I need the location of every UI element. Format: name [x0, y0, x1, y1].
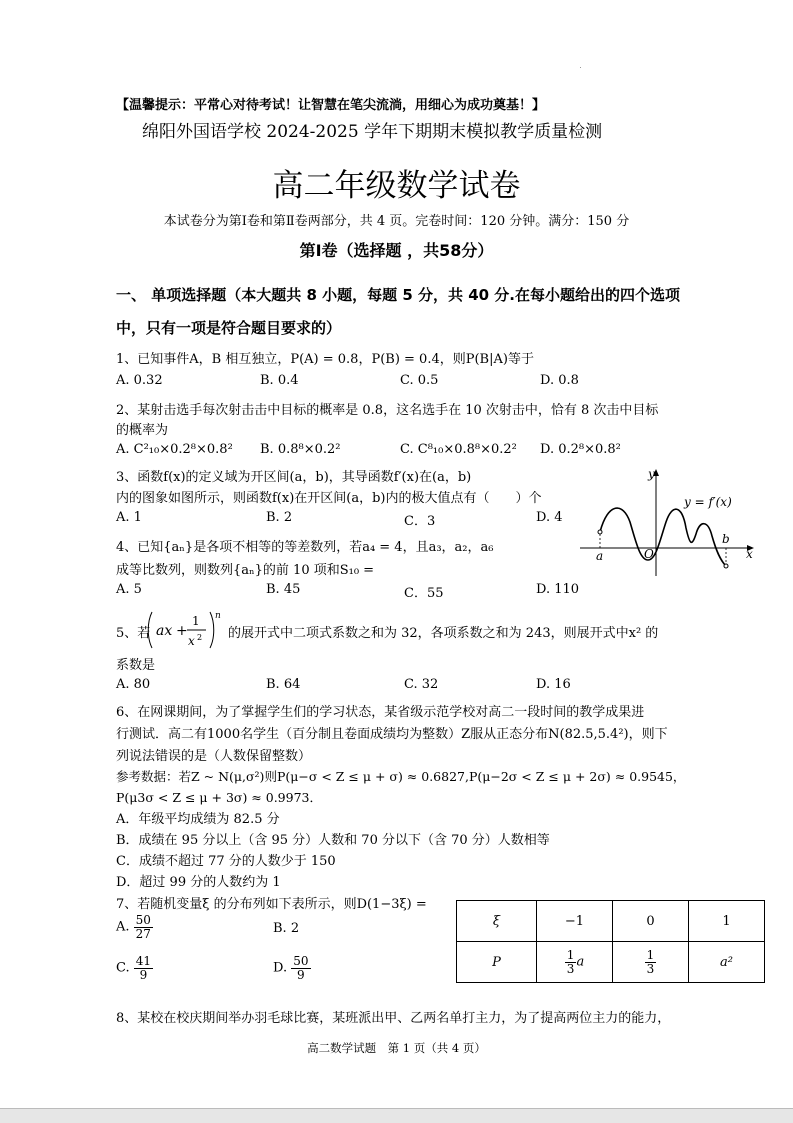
q6-option-a: A．年级平均成绩为 82.5 分 — [116, 812, 280, 827]
section-heading-line2: 中，只有一项是符合题目要求的） — [116, 319, 342, 337]
q3-option-d: D. 4 — [536, 510, 563, 525]
table-row — [457, 942, 765, 983]
q3-option-c: C．3 — [404, 514, 436, 529]
endpoint-a-icon — [598, 530, 602, 534]
q5-stem-prefix: 5、若 — [116, 626, 151, 641]
section-heading-line1: 一、 单项选择题（本大题共 8 小题，每题 5 分，共 40 分.在每小题给出的四个选项 — [116, 286, 681, 304]
school-line: 绵阳外国语学校 2024-2025 学年下期期末模拟教学质量检测 — [142, 122, 603, 142]
q7-option-c: C. $\frac{41}{9}$ — [116, 954, 152, 982]
q4-option-c: C．55 — [404, 586, 444, 601]
q5-stem-line2: 系数是 — [116, 658, 156, 673]
table-cell: $\frac{1}{3}$ — [613, 942, 689, 983]
derivative-curve — [600, 508, 726, 566]
q1-option-c: C. 0.5 — [400, 373, 439, 388]
q3-stem-line2: 内的图象如图所示，则函数f(x)在开区间(a，b)内的极大值点有（ ）个 — [116, 491, 542, 506]
page-bottom-gap — [0, 1108, 793, 1123]
scan-dot — [580, 67, 581, 68]
q3-option-b: B. 2 — [266, 510, 293, 525]
q2-stem-line2: 的概率为 — [116, 423, 169, 438]
q6-reference-line2: P(μ3σ < Z ≤ μ + 3σ) ≈ 0.9973． — [116, 790, 322, 805]
q5-option-c: C. 32 — [404, 677, 439, 692]
q6-option-c: C．成绩不超过 77 分的人数少于 150 — [116, 854, 336, 869]
q1-option-d: D. 0.8 — [540, 373, 579, 388]
graph-x-label: x — [746, 547, 753, 561]
table-cell: 1 — [689, 901, 765, 942]
svg-text:n: n — [215, 611, 221, 621]
q2-option-b: B. 0.8⁸×0.2² — [260, 442, 341, 457]
warm-tip: 【温馨提示：平常心对待考试！让智慧在笔尖流淌，用细心为成功奠基！】 — [116, 98, 546, 113]
q7-option-d: D. $\frac{50}{9}$ — [273, 954, 309, 982]
table-cell: P — [457, 942, 537, 983]
svg-text:2: 2 — [197, 633, 203, 642]
q3-option-a: A. 1 — [116, 510, 142, 525]
graph-a-label: a — [596, 549, 604, 563]
q6-stem-line3: 列说法错误的是（人数保留整数） — [116, 749, 312, 764]
q3-derivative-graph — [578, 462, 758, 580]
graph-origin-label: O — [644, 547, 654, 561]
q2-option-a: A. C²₁₀×0.2⁸×0.8² — [116, 442, 233, 457]
q1-option-a: A. 0.32 — [116, 373, 163, 388]
q6-option-d: D．超过 99 分的人数约为 1 — [116, 875, 281, 890]
q7-option-b: B. 2 — [273, 921, 300, 936]
part-heading: 第Ⅰ卷（选择题 ，共58分） — [299, 241, 494, 260]
q3-stem-line1: 3、函数f(x)的定义域为开区间(a，b)，其导函数f′(x)在(a，b) — [116, 470, 472, 485]
q4-option-d: D. 110 — [536, 582, 580, 597]
page-footer: 高二数学试题 第 1 页（共 4 页） — [307, 1041, 486, 1055]
svg-text:ax: ax — [156, 623, 173, 639]
q6-stem-line2: 行测试．高二有1000名学生（百分制且卷面成绩均为整数）Z服从正态分布N(82.5,5.4²)，则下 — [116, 727, 668, 742]
q1-stem: 1、已知事件A，B 相互独立，P(A) = 0.8，P(B) = 0.4，则P(B|A)等于 — [116, 352, 534, 367]
q6-option-b: B．成绩在 95 分以上（含 95 分）人数和 70 分以下（含 70 分）人数相等 — [116, 833, 550, 848]
q4-option-b: B. 45 — [266, 582, 301, 597]
table-cell: ξ — [457, 901, 537, 942]
q5-option-d: D. 16 — [536, 677, 571, 692]
q2-option-d: D. 0.2⁸×0.8² — [540, 442, 621, 457]
graph-b-label: b — [722, 532, 730, 546]
table-cell: −1 — [537, 901, 613, 942]
q5-option-a: A. 80 — [116, 677, 151, 692]
q4-stem-line2: 成等比数列，则数列{aₙ}的前 10 项和S₁₀ = — [116, 563, 375, 578]
svg-text:1: 1 — [192, 614, 200, 628]
table-cell: a² — [689, 942, 765, 983]
graph-y-label: y — [648, 467, 655, 481]
graph-curve-label: y = f′(x) — [684, 495, 732, 509]
q8-stem: 8、某校在校庆期间举办羽毛球比赛，某班派出甲、乙两名单打主力，为了提高两位主力的能力， — [116, 1011, 671, 1026]
q4-option-a: A. 5 — [116, 582, 142, 597]
q5-option-b: B. 64 — [266, 677, 301, 692]
q4-stem-line1: 4、已知{aₙ}是各项不相等的等差数列，若a₄ = 4，且a₃，a₂，a₆ — [116, 540, 494, 555]
q7-option-a: A. $\frac{50}{27}$ — [116, 913, 151, 941]
q1-option-b: B. 0.4 — [260, 373, 299, 388]
table-row — [457, 901, 765, 942]
exam-info: 本试卷分为第Ⅰ卷和第Ⅱ卷两部分，共 4 页。完卷时间：120 分钟。满分：150 分 — [163, 214, 630, 229]
q6-stem-line1: 6、在网课期间，为了掌握学生们的学习状态，某省级示范学校对高二一段时间的教学成果进 — [116, 705, 645, 720]
endpoint-b-icon — [724, 564, 728, 568]
table-cell: $\frac{1}{3}$ a — [537, 942, 613, 983]
svg-text:+: + — [176, 623, 188, 639]
svg-text:x: x — [188, 634, 195, 648]
table-cell: 0 — [613, 901, 689, 942]
q7-distribution-table — [456, 900, 765, 983]
q5-stem-suffix: 的展开式中二项式系数之和为 32，各项系数之和为 243，则展开式中x² 的 — [228, 626, 659, 641]
q7-stem: 7、若随机变量ξ 的分布列如下表所示，则D(1−3ξ) = — [116, 897, 427, 912]
exam-title: 高二年级数学试卷 — [272, 168, 521, 204]
q2-stem-line1: 2、某射击选手每次射击击中目标的概率是 0.8，这名选手在 10 次射击中，恰有 8 次击中目标 — [116, 403, 659, 418]
q2-option-c: C. C⁸₁₀×0.8⁸×0.2² — [400, 442, 517, 457]
q5-binomial-expression — [146, 608, 226, 652]
q6-reference-line1: 参考数据：若Z ~ N(μ,σ²)则P(μ−σ < Z ≤ μ + σ) ≈ 0.6827,P(μ−2σ < Z ≤ μ + 2σ) ≈ 0.9545， — [116, 769, 686, 784]
